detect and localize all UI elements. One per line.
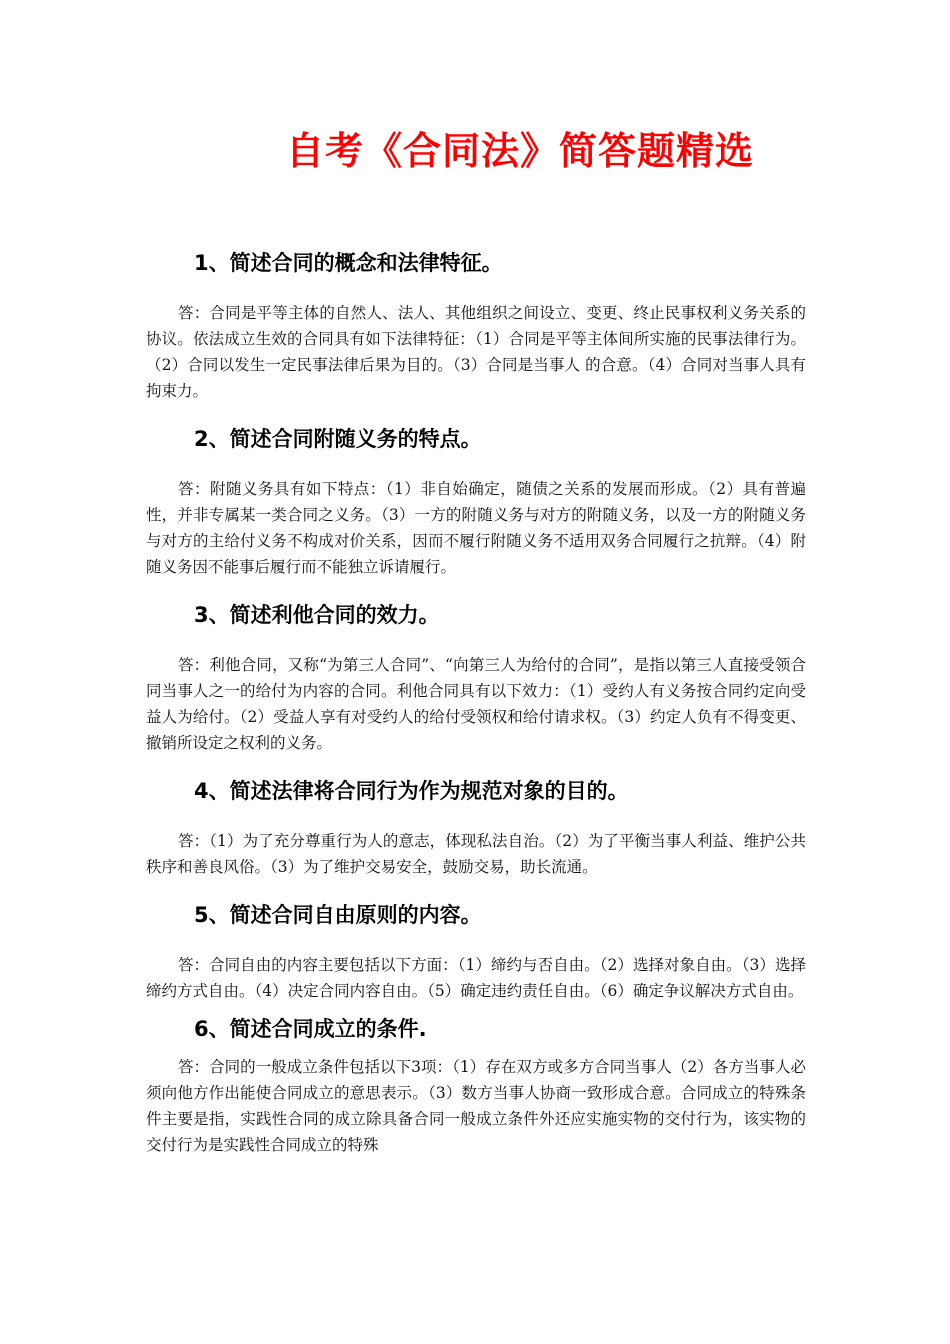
answer-paragraph-6: 答：合同的一般成立条件包括以下3项：（1）存在双方或多方合同当事人（2）各方当事人必须向他方作出能使合同成立的意思表示。（3）数方当事人协商一致形成合意。合同成立的特殊条件主要是指，实践性合同的成立除具备合同一般成立条件外还应实施实物的交付行为，该实物的交付行为是实践性合同成立的特殊 bbox=[146, 1058, 806, 1154]
question-heading-6: 6、简述合同成立的条件. bbox=[194, 1017, 427, 1041]
answer-paragraph-5: 答：合同自由的内容主要包括以下方面：（1）缔约与否自由。（2）选择对象自由。（3）选择缔约方式自由。（4）决定合同内容自由。（5）确定违约责任自由。（6）确定争议解决方式自由。 bbox=[146, 956, 806, 1000]
document-title: 自考《合同法》简答题精选 bbox=[285, 129, 754, 173]
question-heading-2: 2、简述合同附随义务的特点。 bbox=[194, 427, 482, 451]
answer-paragraph-2: 答：附随义务具有如下特点：（1）非自始确定，随债之关系的发展而形成。（2）具有普遍性，并非专属某一类合同之义务。（3）一方的附随义务与对方的附随义务，以及一方的附随义务与对方的主给付义务不构成对价关系，因而不履行附随义务不适用双务合同履行之抗辩。（4）附随义务因不能事后履行而不能独立诉请履行。 bbox=[146, 480, 806, 576]
document-body bbox=[146, 246, 806, 1158]
answer-paragraph-4: 答：（1）为了充分尊重行为人的意志，体现私法自治。（2）为了平衡当事人利益、维护公共秩序和善良风俗。（3）为了维护交易安全，鼓励交易，助长流通。 bbox=[146, 832, 806, 876]
question-heading-5: 5、简述合同自由原则的内容。 bbox=[194, 903, 482, 927]
question-heading-3: 3、简述利他合同的效力。 bbox=[194, 603, 440, 627]
answer-paragraph-1: 答：合同是平等主体的自然人、法人、其他组织之间设立、变更、终止民事权利义务关系的协议。依法成立生效的合同具有如下法律特征：（1）合同是平等主体间所实施的民事法律行为。（2）合同以发生一定民事法律后果为目的。（3）合同是当事人 的合意。（4）合同对当事人具有拘束力。 bbox=[146, 304, 806, 400]
answer-paragraph-3: 答：利他合同，又称“为第三人合同”、“向第三人为给付的合同”，是指以第三人直接受领合同当事人之一的给付为内容的合同。利他合同具有以下效力：（1）受约人有义务按合同约定向受益人为给付。（2）受益人享有对受约人的给付受领权和给付请求权。（3）约定人负有不得变更、撤销所设定之权利的义务。 bbox=[146, 656, 806, 752]
question-heading-1: 1、简述合同的概念和法律特征。 bbox=[194, 251, 503, 275]
question-heading-4: 4、简述法律将合同行为作为规范对象的目的。 bbox=[194, 779, 629, 803]
